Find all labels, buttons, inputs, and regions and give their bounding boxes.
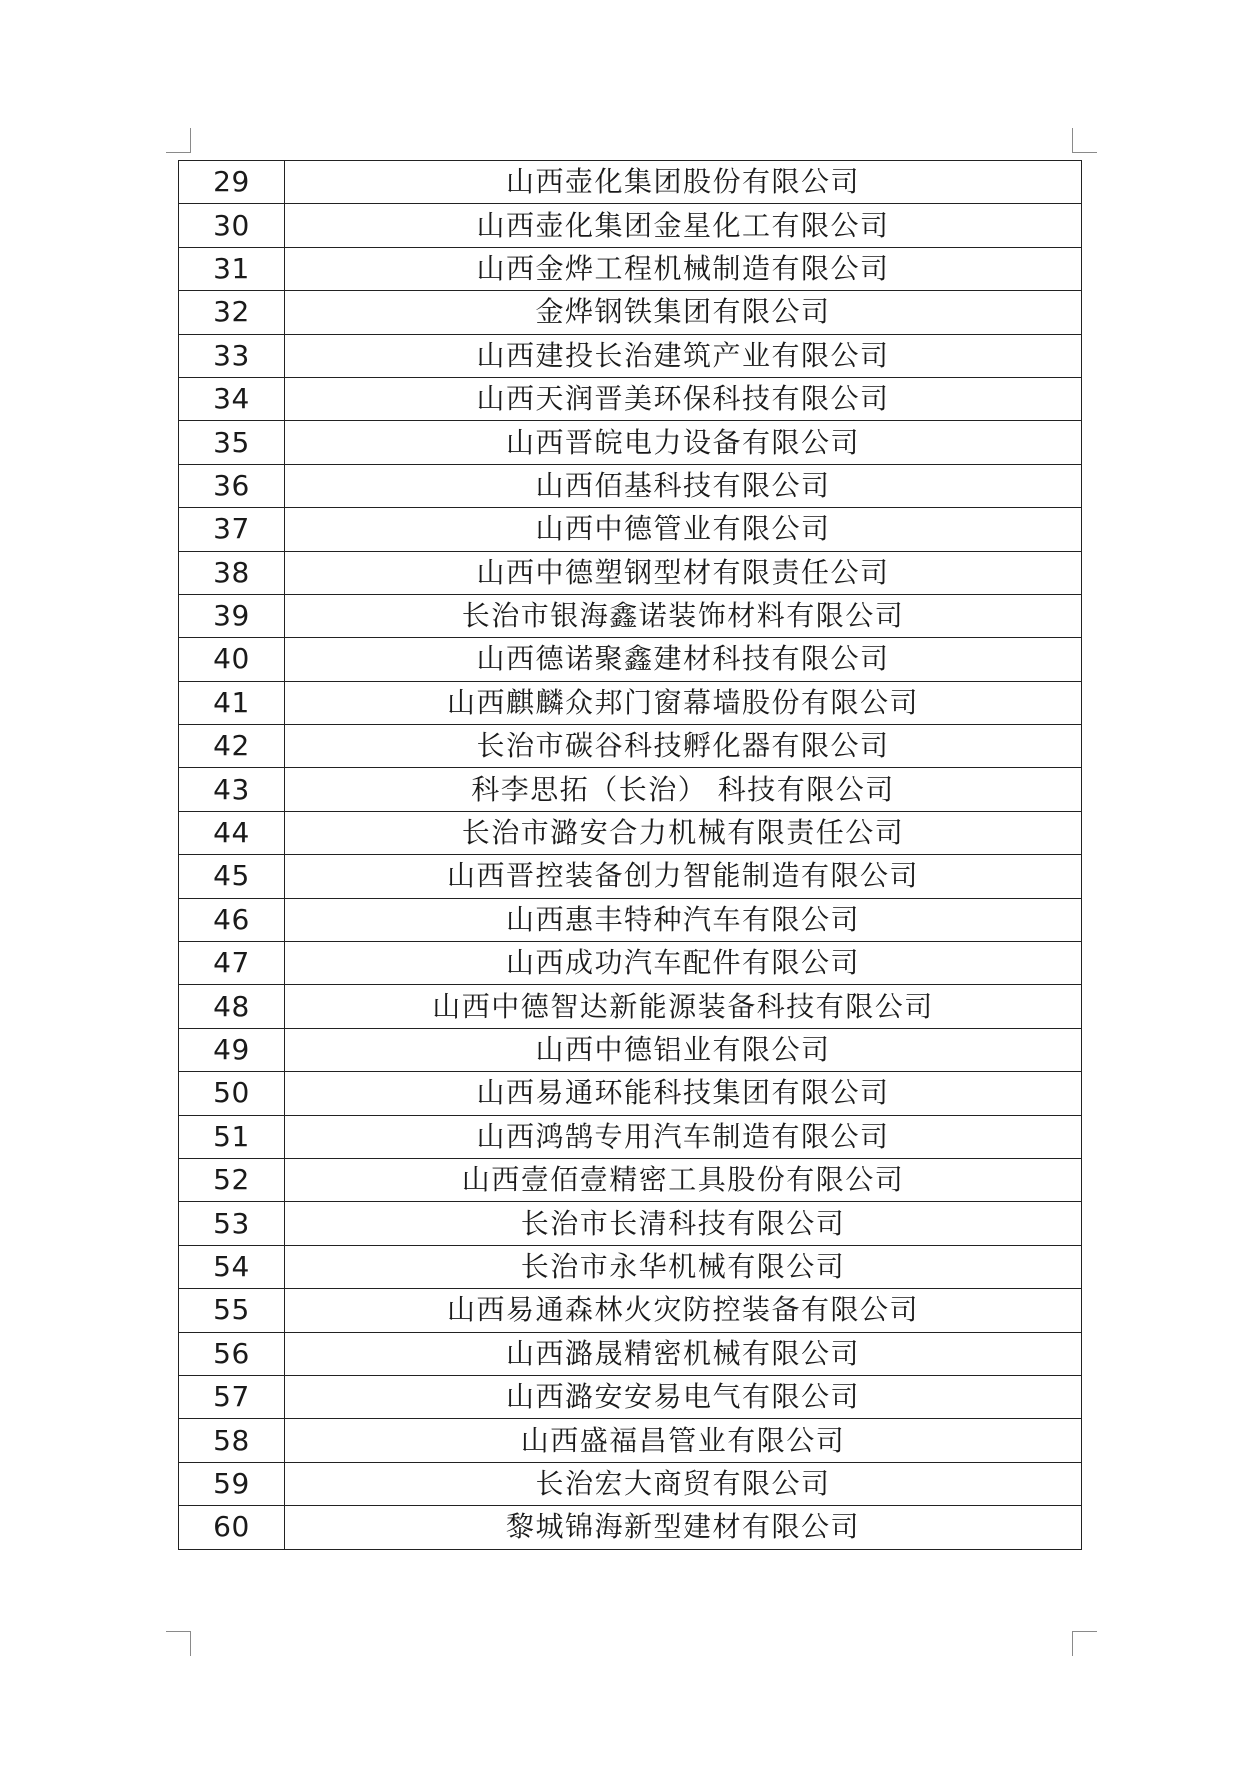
table-body	[179, 161, 1082, 1550]
company-name: 金烨钢铁集团有限公司	[285, 291, 1082, 334]
table-row	[179, 594, 1082, 637]
company-name: 山西壶化集团股份有限公司	[285, 161, 1082, 204]
row-number: 31	[179, 247, 285, 290]
row-number: 55	[179, 1289, 285, 1332]
row-number: 58	[179, 1419, 285, 1462]
row-number: 35	[179, 421, 285, 464]
table-row	[179, 464, 1082, 507]
table-row	[179, 551, 1082, 594]
company-name: 长治市碳谷科技孵化器有限公司	[285, 725, 1082, 768]
table-row	[179, 1072, 1082, 1115]
row-number: 46	[179, 898, 285, 941]
company-name: 山西晋皖电力设备有限公司	[285, 421, 1082, 464]
company-name: 科李思拓（长治） 科技有限公司	[285, 768, 1082, 811]
table-row	[179, 811, 1082, 854]
row-number: 54	[179, 1245, 285, 1288]
row-number: 56	[179, 1332, 285, 1375]
table-row	[179, 985, 1082, 1028]
company-name: 山西麒麟众邦门窗幕墙股份有限公司	[285, 681, 1082, 724]
table-row	[179, 1115, 1082, 1158]
company-name: 山西德诺聚鑫建材科技有限公司	[285, 638, 1082, 681]
crop-mark-top-right	[1072, 128, 1097, 153]
company-name: 山西中德铝业有限公司	[285, 1028, 1082, 1071]
company-name: 山西潞晟精密机械有限公司	[285, 1332, 1082, 1375]
row-number: 33	[179, 334, 285, 377]
company-name: 山西惠丰特种汽车有限公司	[285, 898, 1082, 941]
row-number: 50	[179, 1072, 285, 1115]
table-row	[179, 1332, 1082, 1375]
table-row	[179, 377, 1082, 420]
table-row	[179, 1158, 1082, 1201]
company-name: 山西盛福昌管业有限公司	[285, 1419, 1082, 1462]
table-row	[179, 1028, 1082, 1071]
row-number: 52	[179, 1158, 285, 1201]
row-number: 51	[179, 1115, 285, 1158]
table-row	[179, 247, 1082, 290]
company-name: 山西天润晋美环保科技有限公司	[285, 377, 1082, 420]
company-name: 长治宏大商贸有限公司	[285, 1462, 1082, 1505]
table-row	[179, 421, 1082, 464]
row-number: 49	[179, 1028, 285, 1071]
company-name: 黎城锦海新型建材有限公司	[285, 1506, 1082, 1549]
company-name: 长治市永华机械有限公司	[285, 1245, 1082, 1288]
table-row	[179, 1289, 1082, 1332]
company-name: 长治市长清科技有限公司	[285, 1202, 1082, 1245]
company-name: 长治市潞安合力机械有限责任公司	[285, 811, 1082, 854]
row-number: 32	[179, 291, 285, 334]
row-number: 53	[179, 1202, 285, 1245]
row-number: 60	[179, 1506, 285, 1549]
company-name: 山西金烨工程机械制造有限公司	[285, 247, 1082, 290]
row-number: 42	[179, 725, 285, 768]
row-number: 59	[179, 1462, 285, 1505]
table-row	[179, 638, 1082, 681]
company-name: 山西壹佰壹精密工具股份有限公司	[285, 1158, 1082, 1201]
crop-mark-top-left	[166, 128, 191, 153]
row-number: 29	[179, 161, 285, 204]
company-name: 山西鸿鹄专用汽车制造有限公司	[285, 1115, 1082, 1158]
row-number: 39	[179, 594, 285, 637]
crop-mark-bottom-right	[1072, 1631, 1097, 1656]
table-row	[179, 334, 1082, 377]
table-row	[179, 855, 1082, 898]
company-name: 山西中德管业有限公司	[285, 508, 1082, 551]
company-name: 山西易通环能科技集团有限公司	[285, 1072, 1082, 1115]
company-name: 山西佰基科技有限公司	[285, 464, 1082, 507]
company-name: 山西晋控装备创力智能制造有限公司	[285, 855, 1082, 898]
table-row	[179, 768, 1082, 811]
row-number: 30	[179, 204, 285, 247]
table-row	[179, 291, 1082, 334]
row-number: 34	[179, 377, 285, 420]
company-name: 山西成功汽车配件有限公司	[285, 942, 1082, 985]
row-number: 36	[179, 464, 285, 507]
company-name: 长治市银海鑫诺装饰材料有限公司	[285, 594, 1082, 637]
row-number: 43	[179, 768, 285, 811]
table-row	[179, 161, 1082, 204]
company-name: 山西壶化集团金星化工有限公司	[285, 204, 1082, 247]
row-number: 41	[179, 681, 285, 724]
crop-mark-bottom-left	[166, 1631, 191, 1656]
table-row	[179, 1462, 1082, 1505]
company-name: 山西潞安安易电气有限公司	[285, 1375, 1082, 1418]
table-row	[179, 1245, 1082, 1288]
table-row	[179, 725, 1082, 768]
row-number: 45	[179, 855, 285, 898]
row-number: 57	[179, 1375, 285, 1418]
table-row	[179, 1419, 1082, 1462]
table-row	[179, 204, 1082, 247]
company-name: 山西中德塑钢型材有限责任公司	[285, 551, 1082, 594]
table-row	[179, 898, 1082, 941]
table-row	[179, 1506, 1082, 1549]
table-row	[179, 1202, 1082, 1245]
company-name: 山西建投长治建筑产业有限公司	[285, 334, 1082, 377]
row-number: 37	[179, 508, 285, 551]
table-row	[179, 508, 1082, 551]
row-number: 48	[179, 985, 285, 1028]
table-row	[179, 681, 1082, 724]
table-row	[179, 942, 1082, 985]
table-row	[179, 1375, 1082, 1418]
row-number: 44	[179, 811, 285, 854]
company-name: 山西易通森林火灾防控装备有限公司	[285, 1289, 1082, 1332]
row-number: 40	[179, 638, 285, 681]
company-name: 山西中德智达新能源装备科技有限公司	[285, 985, 1082, 1028]
row-number: 38	[179, 551, 285, 594]
company-list-table	[178, 160, 1082, 1550]
row-number: 47	[179, 942, 285, 985]
